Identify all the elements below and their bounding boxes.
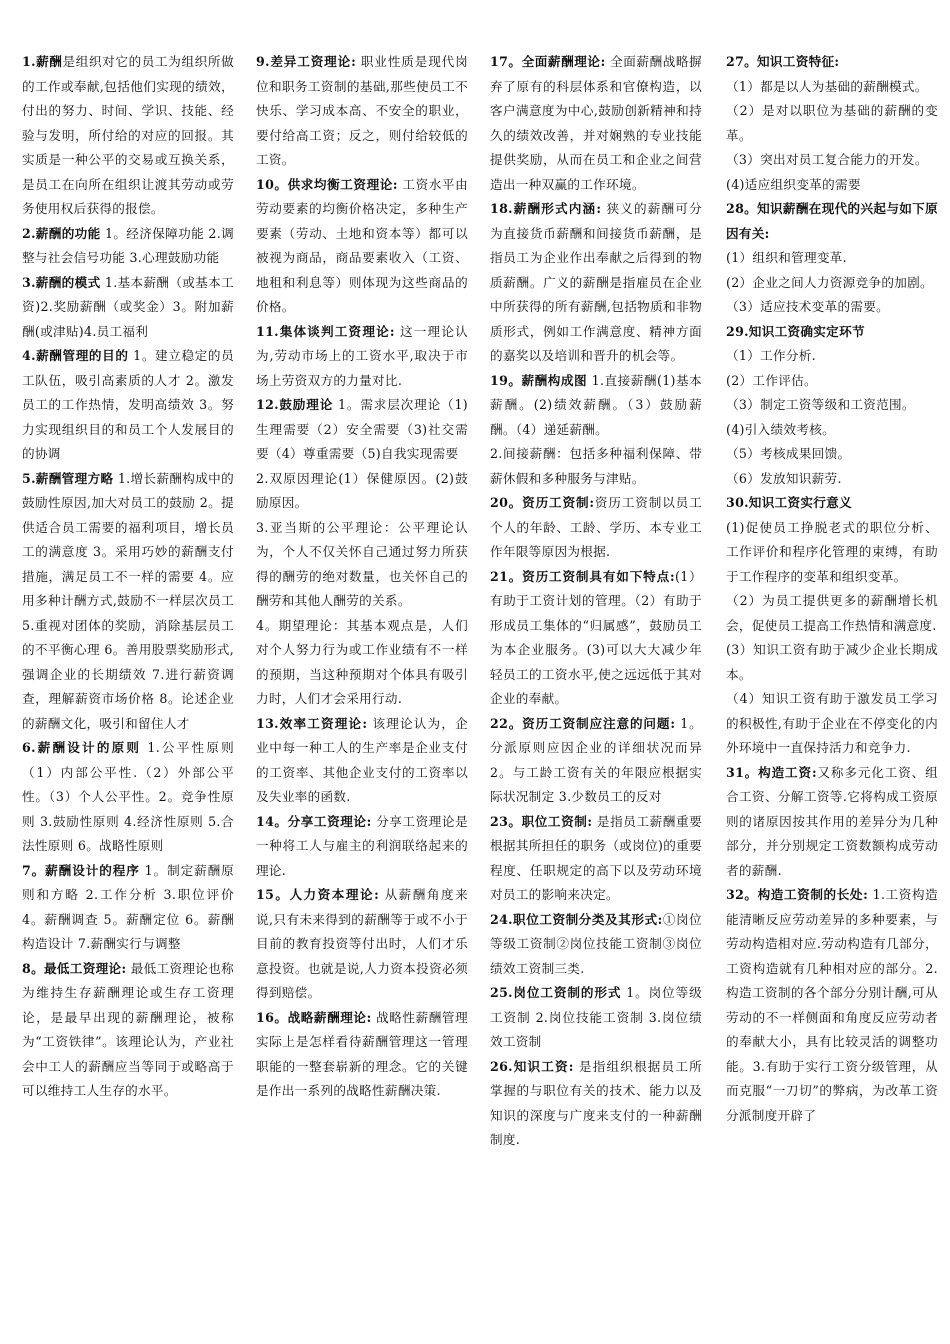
paragraph bbox=[726, 271, 938, 296]
paragraph bbox=[256, 516, 468, 614]
paragraph bbox=[490, 981, 702, 1055]
paragraph-text: 1.直接薪酬(1)基本薪酬。(2)绩效薪酬。（3）鼓励薪酬。（4）递延薪酬。 bbox=[490, 372, 702, 437]
paragraph-text: 1。需求层次理论（1)生理需要（2）安全需要（3)社交需要（4）尊重需要（5)自我实现需要 bbox=[256, 397, 468, 461]
paragraph bbox=[490, 1055, 702, 1153]
section-heading: 31。构造工资: bbox=[726, 764, 817, 780]
paragraph bbox=[22, 859, 234, 957]
section-heading: 25.岗位工资制的形式 bbox=[490, 985, 622, 1000]
paragraph bbox=[22, 222, 234, 271]
paragraph-text: (4)引入绩效考核。 bbox=[726, 421, 835, 437]
paragraph bbox=[726, 687, 938, 761]
paragraph-text: （2）是对以职位为基础的薪酬的变革。 bbox=[726, 103, 938, 143]
paragraph bbox=[256, 810, 468, 884]
paragraph-text: 1。分派原则应因企业的详细状况而异 2。与工龄工资有关的年限应根据实际状况制定 3.少数员工的反对 bbox=[490, 715, 702, 804]
paragraph bbox=[726, 148, 938, 173]
paragraph-text: 又称多元化工资、组合工资、分解工资等.它将构成工资原则的诸原因按其作用的差异分为几种部分，并分别规定工资数额构成劳动者的薪酬. bbox=[726, 764, 938, 878]
paragraph-text: 工资水平由劳动要素的均衡价格决定，多种生产要素（劳动、土地和资本等）都可以被视为商品，商品要素收入（工资、地租和利息等）则体现为这些商品的价格。 bbox=[256, 176, 468, 314]
section-heading: 16。战略薪酬理论: bbox=[256, 1009, 372, 1025]
paragraph-text: （1）都是以人为基础的薪酬模式。 bbox=[726, 78, 928, 94]
paragraph bbox=[490, 369, 702, 443]
paragraph bbox=[256, 467, 468, 516]
paragraph bbox=[490, 442, 702, 491]
section-heading: 11.集体谈判工资理论: bbox=[256, 323, 395, 339]
section-heading: 27。知识工资特征: bbox=[726, 54, 840, 69]
paragraph bbox=[726, 320, 938, 345]
paragraph bbox=[490, 50, 702, 197]
section-heading: 8。最低工资理论: bbox=[22, 960, 127, 976]
paragraph bbox=[726, 99, 938, 148]
paragraph bbox=[726, 418, 938, 443]
paragraph-text: (1）有助于工资计划的管理。（2）有助于形成员工集体的“归属感”，鼓励员工为本企业服务。(3)可以大大减少年轻员工的工资水平,使之远远低于其对企业的奉献。 bbox=[490, 568, 702, 706]
paragraph-text: 最低工资理论也称为维持生存薪酬理论或生存工资理论，是最早出现的薪酬理论，被称为“工资铁律”。该理论认为，产业社会中工人的薪酬应当等同于或略高于可以维持工人生存的水平。 bbox=[22, 960, 234, 1098]
paragraph-text: 该理论认为，企业中每一种工人的生产率是企业支付的工资率、其他企业支付的工资率以及失业率的函数. bbox=[256, 715, 468, 804]
paragraph-text: 2.间接薪酬：包括多种福利保障、带薪休假和多种服务与津贴。 bbox=[490, 446, 702, 486]
paragraph-text: （6）发放知识薪劳. bbox=[726, 470, 842, 486]
paragraph-text: 1。建立稳定的员工队伍，吸引高素质的人才 2。激发员工的工作热情，发明高绩效 3。努力实现组织目的和员工个人发展目的的协调 bbox=[22, 348, 234, 461]
section-heading: 4.薪酬管理的目的 bbox=[22, 348, 129, 363]
paragraph-text: (4)适应组织变革的需要 bbox=[726, 176, 861, 192]
paragraph bbox=[490, 565, 702, 712]
paragraph bbox=[726, 197, 938, 246]
paragraph bbox=[726, 369, 938, 394]
paragraph-text: 资历工资制以员工个人的年龄、工龄、学历、本专业工作年限等原因为根据. bbox=[490, 495, 703, 559]
section-heading: 6.薪酬设计的原则 bbox=[22, 740, 142, 755]
paragraph-text: 1。制定薪酬原则和方略 2.工作分析 3.职位评价 4。薪酬调查 5。薪酬定位 6。薪酬构造设计 7.薪酬实行与调整 bbox=[22, 862, 234, 951]
section-heading: 30.知识工资实行意义 bbox=[726, 495, 852, 510]
paragraph-text: （5）考核成果回馈。 bbox=[726, 446, 851, 461]
paragraph bbox=[726, 295, 938, 320]
paragraph bbox=[726, 75, 938, 100]
paragraph-text: 1。岗位等级工资制 2.岗位技能工资制 3.岗位绩效工资制 bbox=[490, 985, 702, 1049]
section-heading: 18.薪酬形式内涵: bbox=[490, 201, 602, 216]
section-heading: 24.职位工资制分类及其形式: bbox=[490, 911, 663, 927]
section-heading: 21。资历工资制具有如下特点: bbox=[490, 568, 676, 584]
paragraph bbox=[726, 761, 938, 884]
paragraph-text: (2）工作评估。 bbox=[726, 372, 817, 388]
paragraph-text: 是组织对它的员工为组织所做的工作或奉献,包括他们实现的绩效，付出的努力、时间、学识、技能、经验与发明，所付给的对应的回报。其实质是一种公平的交易或互换关系，是员工在向所在组织让渡其劳动或劳务使用权后获得的报偿。 bbox=[22, 54, 234, 216]
section-heading: 26.知识工资: bbox=[490, 1058, 574, 1074]
paragraph bbox=[256, 614, 468, 712]
paragraph bbox=[22, 957, 234, 1104]
paragraph bbox=[726, 883, 938, 1128]
paragraph bbox=[256, 1006, 468, 1104]
paragraph-text: 4。期望理论：其基本观点是，人们对个人努力行为或工作业绩有不一样的预期，当这种预期对个体具有吸引力时，人们才会采用行动. bbox=[256, 617, 468, 706]
paragraph-text: 1.增长薪酬构成中的鼓励性原因,加大对员工的鼓励 2。提供适合员工需要的福利项目，增长员工的满意度 3。采用巧妙的薪酬支付措施，满足员工不一样的需要 4。应用多种计酬方式,鼓励不一样层次员工 5.重视对团体的奖励，消除基层员工的不平衡心理 6。善用股票奖励形式,强调企业的长期绩效 7.进行薪资调查，理解薪资市场价格 8。论述企业的薪酬文化，吸引和留住人才 bbox=[22, 470, 234, 731]
paragraph bbox=[726, 246, 938, 271]
paragraph bbox=[726, 516, 938, 590]
paragraph bbox=[256, 173, 468, 320]
paragraph-text: （2）为员工提供更多的薪酬增长机会，促使员工提高工作热情和满意度. bbox=[726, 593, 938, 633]
paragraph-text: 从薪酬角度来说,只有未来得到的薪酬等于或不小于目前的教育投资等付出时，人们才乐意投资。也就是说,人力资本投资必须得到赔偿。 bbox=[256, 887, 468, 1000]
paragraph bbox=[22, 271, 234, 345]
section-heading: 28。知识薪酬在现代的兴起与如下原因有关: bbox=[726, 201, 938, 241]
paragraph-text: 3.亚当斯的公平理论：公平理论认为，个人不仅关怀自己通过努力所获得的酬劳的绝对数量，也关怀自己的酬劳和其他人酬劳的关系。 bbox=[256, 519, 468, 608]
section-heading: 3.薪酬的模式 bbox=[22, 274, 101, 290]
paragraph-text: 全面薪酬战略摒弃了原有的科层体系和官僚构造，以客户满意度为中心,鼓励创新精神和持久的绩效改善，并对娴熟的专业技能提供奖励，从而在员工和企业之间营造出一种双赢的工作环境。 bbox=[490, 54, 702, 192]
paragraph bbox=[726, 173, 938, 198]
paragraph bbox=[256, 320, 468, 394]
paragraph bbox=[726, 344, 938, 369]
paragraph-text: （3）制定工资等级和工资范围。 bbox=[726, 397, 915, 412]
paragraph bbox=[22, 736, 234, 859]
column-3 bbox=[490, 50, 702, 1153]
section-heading: 9.差异工资理论: bbox=[256, 54, 357, 69]
section-heading: 13.效率工资理论: bbox=[256, 715, 368, 731]
paragraph bbox=[256, 393, 468, 467]
paragraph-text: 1.工资构造能清晰反应劳动差异的多种要素，与劳动构造相对应.劳动构造有几部分，工资构造就有几种相对应的部分。2.构造工资制的各个部分分别计酬,可从劳动的不一样侧面和角度反应劳动者的奉献大小，具有比较灵活的调整功能。3.有助于实行工资分级管理，从而克服“一刀切”的弊病，为改革工资分派制度开辟了 bbox=[726, 887, 938, 1123]
paragraph bbox=[256, 50, 468, 173]
paragraph bbox=[726, 491, 938, 516]
paragraph-text: ①岗位等级工资制②岗位技能工资制③岗位绩效工资制三类. bbox=[490, 911, 703, 976]
paragraph bbox=[22, 50, 234, 222]
section-heading: 5.薪酬管理方略 bbox=[22, 470, 114, 486]
section-heading: 17。全面薪酬理论: bbox=[490, 54, 606, 69]
paragraph-text: 是指员工薪酬重要根据其所担任的职务（或岗位)的重要程度、任职规定的高下以及劳动环境对员工的影响来决定。 bbox=[490, 813, 703, 902]
paragraph bbox=[726, 589, 938, 638]
paragraph bbox=[256, 712, 468, 810]
paragraph-text: (1)促使员工挣脱老式的职位分析、工作评价和程序化管理的束缚，有助于工作程序的变革和组织变革。 bbox=[726, 519, 938, 584]
column-2 bbox=[256, 50, 468, 1104]
paragraph bbox=[490, 810, 702, 908]
paragraph-text: 狭义的薪酬可分为直接货币薪酬和间接货币薪酬，是指员工为企业作出奉献之后得到的物质薪酬。广义的薪酬是指雇员在企业中所获得的所有薪酬,包括物质和非物质形式，例如工作满意度、精神方面的嘉奖以及培训和晋升的机会等。 bbox=[490, 201, 702, 363]
paragraph-text: （3）突出对员工复合能力的开发。 bbox=[726, 152, 928, 167]
paragraph-text: (3）知识工资有助于减少企业长期成本。 bbox=[726, 642, 938, 682]
section-heading: 20。资历工资制: bbox=[490, 495, 595, 510]
paragraph-text: 1。经济保障功能 2.调整与社会信号功能 3.心理鼓励功能 bbox=[22, 225, 235, 265]
paragraph-text: (1）组织和管理变革. bbox=[726, 250, 847, 265]
column-4 bbox=[726, 50, 938, 1128]
paragraph-text: (2）企业之间人力资源竞争的加剧。 bbox=[726, 274, 933, 290]
paragraph-text: （1）工作分析. bbox=[726, 348, 816, 363]
section-heading: 1.薪酬 bbox=[22, 54, 63, 69]
paragraph bbox=[490, 491, 702, 565]
paragraph-text: （3）适应技术变革的需要。 bbox=[726, 299, 890, 314]
paragraph-text: 分享工资理论是一种将工人与雇主的利润联络起来的理论. bbox=[256, 813, 468, 878]
paragraph-text: 战略性薪酬管理实际上是怎样看待薪酬管理这一管理职能的一整套崭新的理念。它的关键是作出一系列的战略性薪酬决策. bbox=[256, 1009, 468, 1098]
paragraph bbox=[22, 467, 234, 737]
paragraph bbox=[256, 883, 468, 1006]
section-heading: 14。分享工资理论: bbox=[256, 813, 372, 829]
paragraph bbox=[726, 50, 938, 75]
paragraph-text: 2.双原因理论(1）保健原因。(2)鼓励原因。 bbox=[256, 470, 468, 510]
section-heading: 19。薪酬构成图 bbox=[490, 372, 588, 388]
paragraph-text: 1.基本薪酬（或基本工资)2.奖励薪酬（或奖金）3。附加薪酬(或津贴)4.员工福利 bbox=[22, 274, 235, 339]
paragraph-text: 是指组织根据员工所掌握的与职位有关的技术、能力以及知识的深度与广度来支付的一种薪酬制度. bbox=[490, 1058, 702, 1147]
section-heading: 15。人力资本理论: bbox=[256, 887, 380, 902]
section-heading: 23。职位工资制: bbox=[490, 813, 593, 829]
paragraph-text: 职业性质是现代岗位和职务工资制的基础,那些使员工不快乐、学习成本高、不安全的职业，要付给高工资；反之，则付给较低的工资。 bbox=[256, 54, 469, 167]
section-heading: 7。薪酬设计的程序 bbox=[22, 862, 140, 878]
paragraph bbox=[726, 638, 938, 687]
section-heading: 12.鼓励理论 bbox=[256, 397, 334, 412]
paragraph-text: 1.公平性原则（1）内部公平性.（2）外部公平性。（3）个人公平性。2。竞争性原则 3.鼓励性原则 4.经济性原则 5.合法性原则 6。战略性原则 bbox=[22, 740, 234, 853]
column-1 bbox=[22, 50, 234, 1104]
section-heading: 22。资历工资制应注意的问题: bbox=[490, 715, 676, 731]
paragraph bbox=[726, 442, 938, 467]
section-heading: 32。构造工资制的长处: bbox=[726, 887, 869, 902]
section-heading: 10。供求均衡工资理论: bbox=[256, 176, 398, 192]
paragraph bbox=[726, 467, 938, 492]
paragraph-text: （4）知识工资有助于激发员工学习的积极性,有助于企业在不停变化的内外环境中一直保持活力和竞争力. bbox=[726, 691, 938, 755]
section-heading: 2.薪酬的功能 bbox=[22, 225, 101, 241]
paragraph bbox=[22, 344, 234, 467]
paragraph bbox=[726, 393, 938, 418]
paragraph bbox=[490, 712, 702, 810]
paragraph bbox=[490, 197, 702, 369]
paragraph bbox=[490, 908, 702, 982]
paragraph-text: 这一理论认为,劳动市场上的工资水平,取决于市场上劳资双方的力量对比. bbox=[256, 323, 468, 388]
section-heading: 29.知识工资确实定环节 bbox=[726, 323, 865, 339]
